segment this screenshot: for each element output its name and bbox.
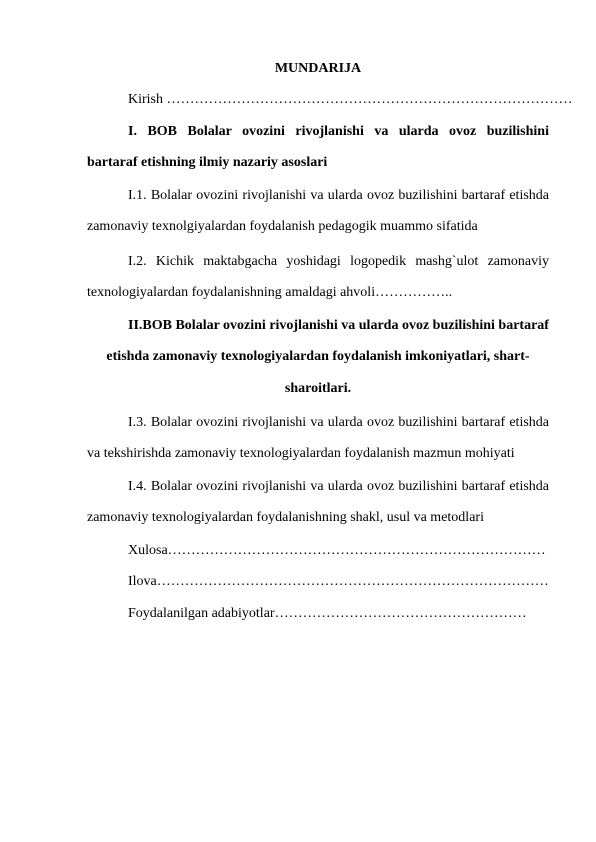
toc-section-1-2-line-1: I.2. Kichik maktabgacha yoshidagi logopedik mashg`ulot zamonaviy (128, 254, 549, 269)
toc-title: MUNDARIJA (274, 61, 362, 76)
toc-section-1-1-line-2: zamonaviy texnolgiyalardan foydalanish pedagogik muammo sifatida (87, 219, 478, 234)
toc-chapter-1-line-2: bartaraf etishning ilmiy nazariy asoslari (87, 155, 328, 170)
toc-entry-references: Foydalanilgan adabiyotlar……………………………………………… (128, 606, 527, 621)
toc-section-1-3-line-1: I.3. Bolalar ovozini rivojlanishi va ularda ovoz buzilishini bartaraf etishda (128, 415, 549, 430)
toc-entry-conclusion: Xulosa……………………………………………………………………… (128, 543, 546, 558)
toc-entry-intro: Kirish …………………………………………………………………………… (128, 92, 573, 107)
toc-section-1-4-line-1: I.4. Bolalar ovozini rivojlanishi va ularda ovoz buzilishini bartaraf etishda (128, 479, 549, 494)
toc-section-1-4-line-2: zamonaviy texnologiyalardan foydalanishning shakl, usul va metodlari (87, 510, 484, 525)
toc-chapter-2-line-3: sharoitlari. (284, 381, 352, 396)
toc-chapter-2-line-2: etishda zamonaviy texnologiyalardan foydalanish imkoniyatlari, shart- (106, 349, 530, 364)
toc-chapter-2-line-1: II.BOB Bolalar ovozini rivojlanishi va ularda ovoz buzilishini bartaraf (128, 318, 549, 333)
toc-chapter-1-line-1: I. BOB Bolalar ovozini rivojlanishi va ularda ovoz buzilishini (128, 124, 549, 139)
toc-section-1-3-line-2: va tekshirishda zamonaviy texnologiyalardan foydalanish mazmun mohiyati (87, 446, 515, 461)
toc-section-1-2-line-2: texnologiyalardan foydalanishning amaldagi ahvoli…………….. (87, 285, 453, 300)
toc-entry-appendix: Ilova………………………………………………………………………… (128, 574, 549, 589)
toc-section-1-1-line-1: I.1. Bolalar ovozini rivojlanishi va ularda ovoz buzilishini bartaraf etishda (128, 188, 549, 203)
